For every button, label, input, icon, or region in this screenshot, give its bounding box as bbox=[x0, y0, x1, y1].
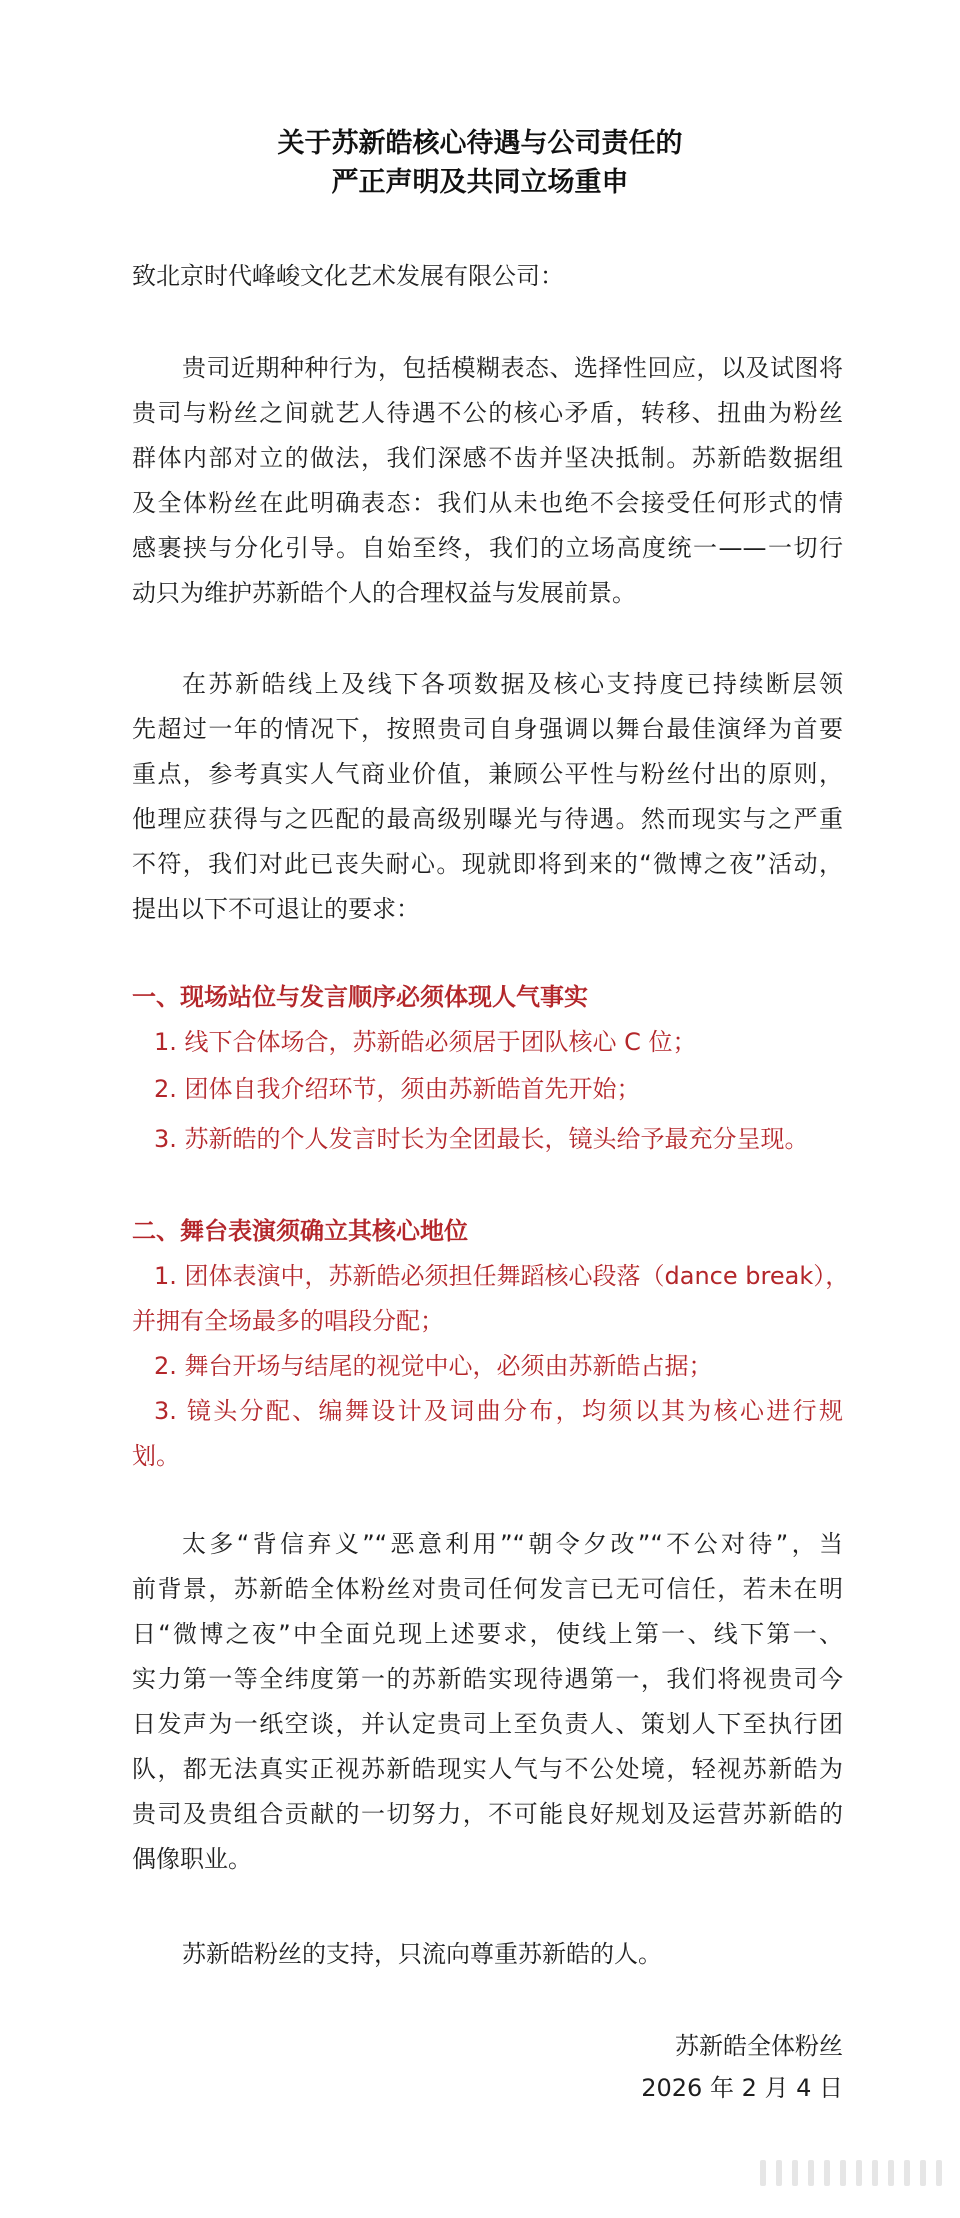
text-line: 实力第一等全纬度第一的苏新皓实现待遇第一，我们将视贵司今 bbox=[132, 1665, 843, 1693]
section-2 bbox=[132, 1209, 850, 1479]
requirement-item-cont: 并拥有全场最多的唱段分配； bbox=[132, 1307, 444, 1335]
text-line: 感裹挟与分化引导。自始至终，我们的立场高度统一——一切行 bbox=[132, 534, 843, 562]
text-line: 日发声为一纸空谈，并认定贵司上至负责人、策划人下至执行团 bbox=[132, 1710, 843, 1738]
closing-text: 苏新皓粉丝的支持，只流向尊重苏新皓的人。 bbox=[182, 1940, 662, 1968]
watermark-icon bbox=[760, 2160, 942, 2186]
text-line: 太多“背信弃义”“恶意利用”“朝令夕改”“不公对待”，当 bbox=[182, 1530, 843, 1558]
paragraph-2 bbox=[132, 662, 843, 932]
text-line: 重点，参考真实人气商业价值，兼顾公平性与粉丝付出的原则， bbox=[132, 760, 843, 788]
requirement-item: 1. 线下合体场合，苏新皓必须居于团队核心 C 位； bbox=[154, 1028, 697, 1056]
text-line: 动只为维护苏新皓个人的合理权益与发展前景。 bbox=[132, 579, 636, 607]
text-line: 队，都无法真实正视苏新皓现实人气与不公处境，轻视苏新皓为 bbox=[132, 1755, 843, 1783]
text-line: 前背景，苏新皓全体粉丝对贵司任何发言已无可信任，若未在明 bbox=[132, 1575, 843, 1603]
requirement-item: 3. 苏新皓的个人发言时长为全团最长，镜头给予最充分呈现。 bbox=[154, 1125, 809, 1153]
text-line: 偶像职业。 bbox=[132, 1845, 252, 1873]
text-line: 提出以下不可退让的要求： bbox=[132, 895, 420, 923]
text-line: 先超过一年的情况下，按照贵司自身强调以舞台最佳演绎为首要 bbox=[132, 715, 843, 743]
requirement-item: 3. 镜头分配、编舞设计及词曲分布，均须以其为核心进行规 bbox=[154, 1397, 843, 1425]
date: 2026 年 2 月 4 日 bbox=[641, 2074, 843, 2102]
paragraph-1 bbox=[132, 346, 843, 616]
requirement-item: 2. 团体自我介绍环节，须由苏新皓首先开始； bbox=[154, 1075, 641, 1103]
text-line: 贵司及贵组合贡献的一切努力，不可能良好规划及运营苏新皓的 bbox=[132, 1800, 843, 1828]
requirement-item: 1. 团体表演中，苏新皓必须担任舞蹈核心段落（dance break）， bbox=[154, 1262, 850, 1290]
section-1-heading: 一、现场站位与发言顺序必须体现人气事实 bbox=[132, 983, 588, 1011]
text-line: 及全体粉丝在此明确表态：我们从未也绝不会接受任何形式的情 bbox=[132, 489, 843, 517]
requirement-item: 2. 舞台开场与结尾的视觉中心，必须由苏新皓占据； bbox=[154, 1352, 713, 1380]
text-line: 不符，我们对此已丧失耐心。现就即将到来的“微博之夜”活动， bbox=[132, 850, 843, 878]
signature-block bbox=[641, 2025, 843, 2109]
requirement-item-cont: 划。 bbox=[132, 1442, 180, 1470]
title-line-1: 关于苏新皓核心待遇与公司责任的 bbox=[277, 128, 683, 159]
text-line: 贵司与粉丝之间就艺人待遇不公的核心矛盾，转移、扭曲为粉丝 bbox=[132, 399, 843, 427]
document-title bbox=[0, 124, 960, 202]
addressee-text: 致北京时代峰峻文化艺术发展有限公司： bbox=[132, 262, 564, 290]
text-line: 在苏新皓线上及线下各项数据及核心支持度已持续断层领 bbox=[182, 670, 843, 698]
text-line: 他理应获得与之匹配的最高级别曝光与待遇。然而现实与之严重 bbox=[132, 805, 843, 833]
text-line: 贵司近期种种行为，包括模糊表态、选择性回应，以及试图将 bbox=[182, 354, 843, 382]
paragraph-3 bbox=[132, 1522, 843, 1882]
addressee bbox=[132, 254, 843, 299]
section-1 bbox=[132, 975, 843, 1162]
text-line: 日“微博之夜”中全面兑现上述要求，使线上第一、线下第一、 bbox=[132, 1620, 843, 1648]
section-2-heading: 二、舞台表演须确立其核心地位 bbox=[132, 1217, 468, 1245]
signature: 苏新皓全体粉丝 bbox=[675, 2032, 843, 2060]
title-line-2: 严正声明及共同立场重申 bbox=[331, 167, 629, 198]
text-line: 群体内部对立的做法，我们深感不齿并坚决抵制。苏新皓数据组 bbox=[132, 444, 843, 472]
closing-statement bbox=[132, 1932, 843, 1977]
